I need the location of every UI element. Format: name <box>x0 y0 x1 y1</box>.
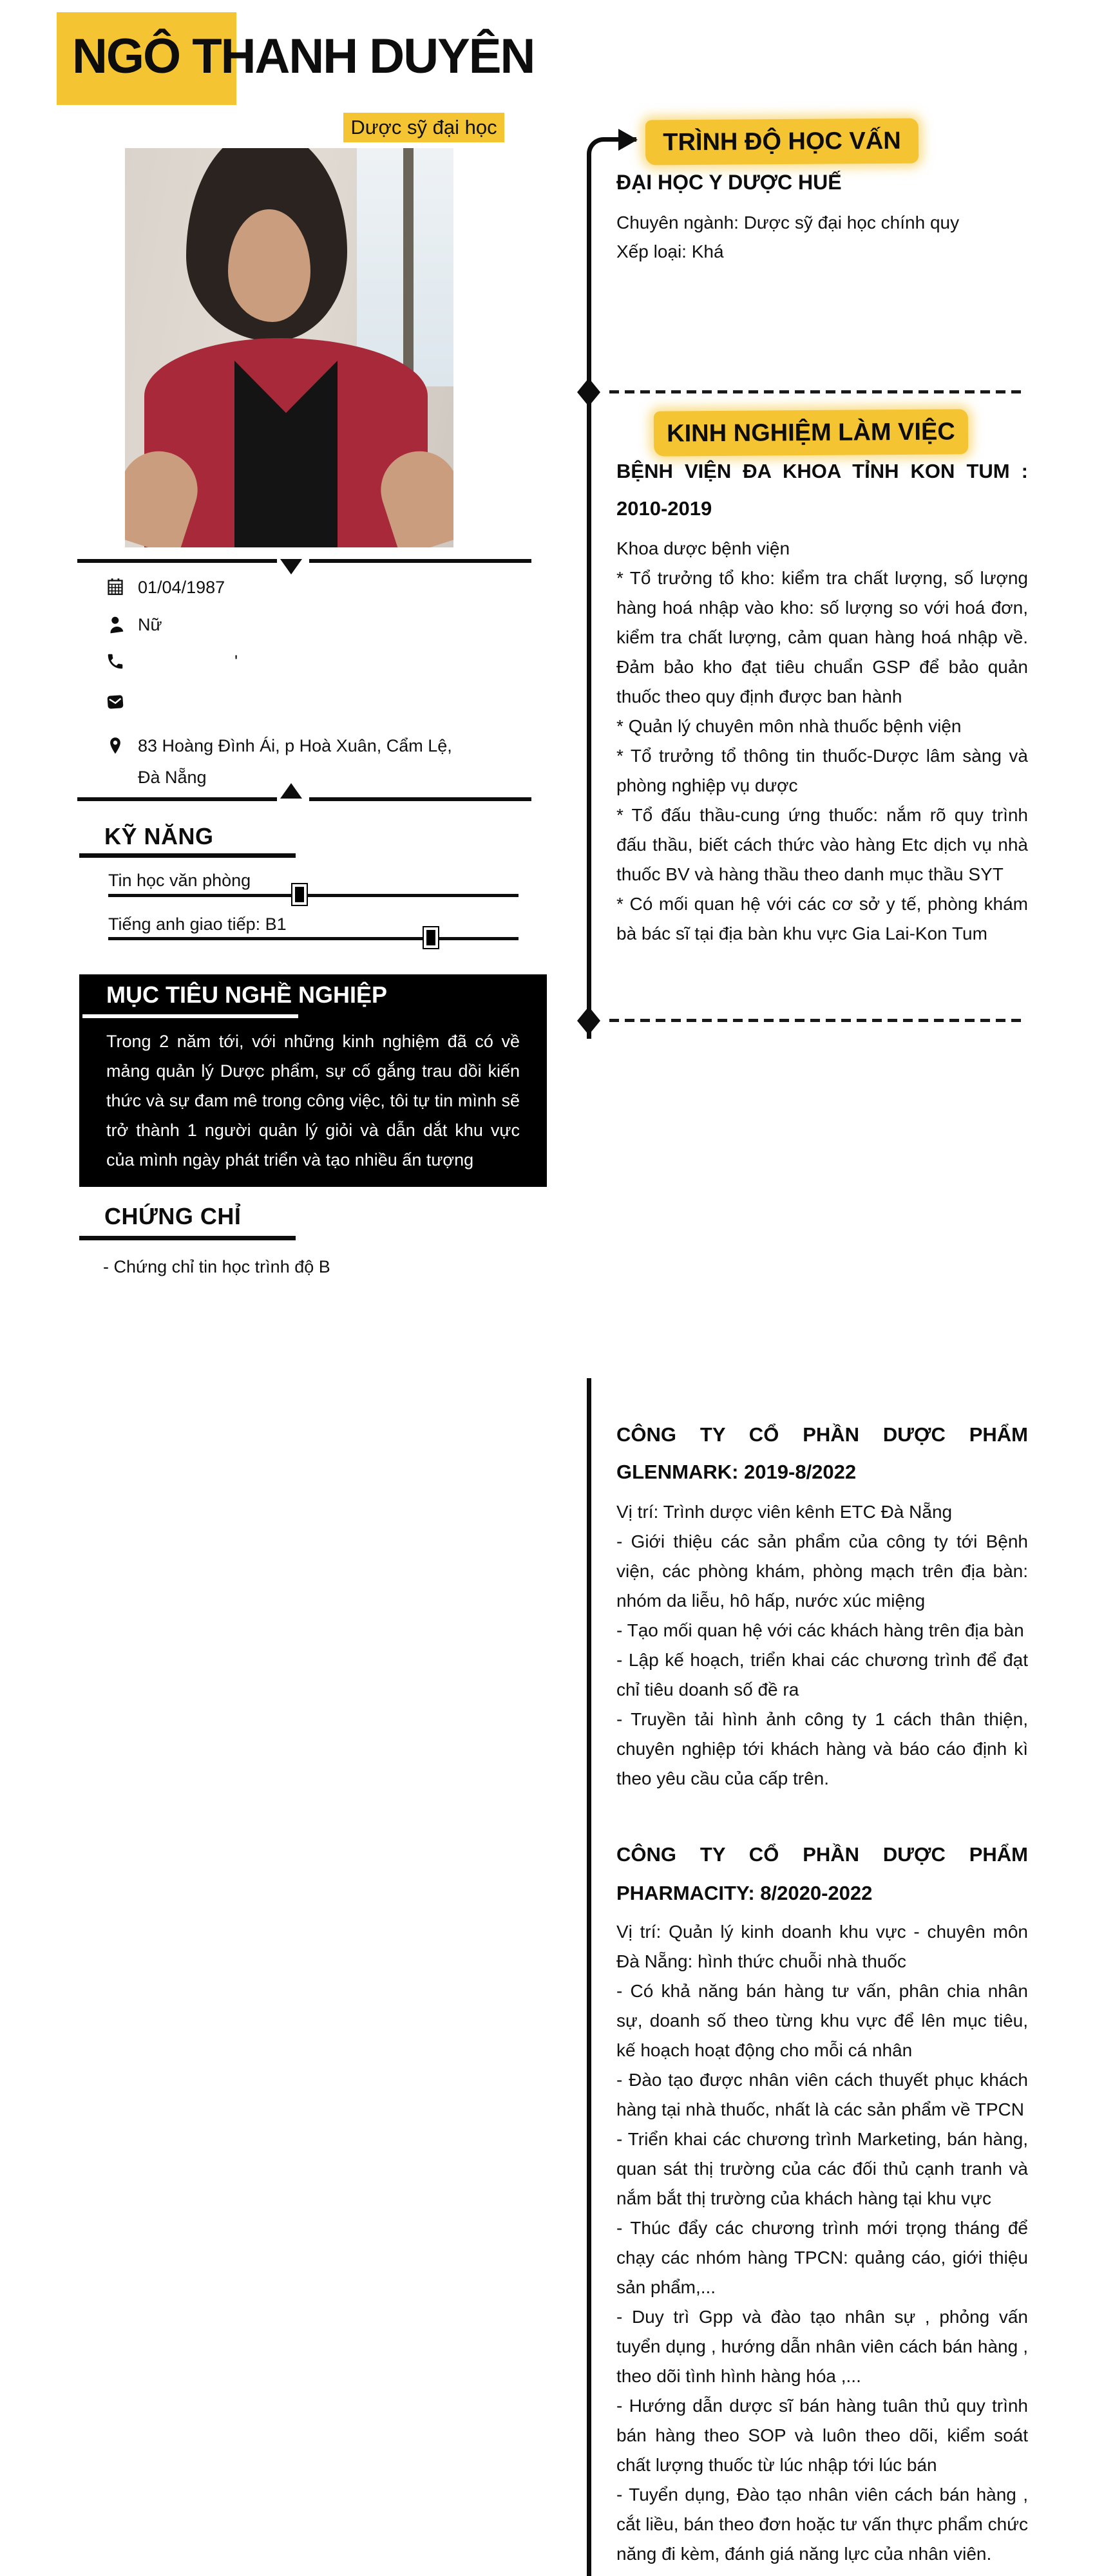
experience-heading-highlight <box>654 409 968 456</box>
mail-icon <box>106 692 128 712</box>
timeline-dash-2 <box>609 1019 1024 1022</box>
job-2-paragraph: - Có khả năng bán hàng tư vấn, phân chia nhân sự, doanh số theo từng khu vực để lên mục tiêu, kế hoạch hoạt động cho mỗi cá nhân <box>616 1981 1028 2060</box>
job-1-paragraph: - Giới thiệu các sản phẩm của công ty tới Bệnh viện, các phòng khám, phòng mạch trên địa bàn: nhóm da liễu, hô hấp, nước xúc miệng <box>616 1531 1028 1611</box>
job-2-paragraph: - Đào tạo được nhân viên cách thuyết phục khách hàng tại nhà thuốc, nhất là các sản phẩm về TPCN <box>616 2070 1028 2119</box>
job-0-paragraph: * Tổ đấu thầu-cung ứng thuốc: nắm rõ quy trình đấu thầu, biết cách thức vào hàng Etc dịch vụ nhà thuốc BV và hàng thầu theo danh mục thầu SYT <box>616 805 1028 884</box>
timeline-line-bottom <box>587 1378 591 2576</box>
job-2-paragraph: - Duy trì Gpp và đào tạo nhân sự , phỏng vấn tuyển dụng , hướng dẫn nhân viên cách bán hàng , theo dõi tình hình hàng hóa ,... <box>616 2307 1028 2386</box>
skill-slider-0 <box>108 894 519 897</box>
job-2-heading: CÔNG TY CỔ PHẦN DƯỢC PHẨM PHARMACITY: 8/2020-2022 <box>616 1843 1028 1904</box>
job-0-heading: BỆNH VIỆN ĐA KHOA TỈNH KON TUM : 2010-2019 <box>616 460 1028 520</box>
skill-label-0: Tin học văn phòng <box>108 871 251 890</box>
job-2-paragraph: - Triển khai các chương trình Marketing, bán hàng, quan sát thị trường của các đối thủ cạnh tranh và nắm bắt thị trường của khách hàng tại khu vực <box>616 2129 1028 2208</box>
contact-divider-bottom-right <box>309 797 531 801</box>
certificate-item: - Chứng chỉ tin học trình độ B <box>103 1257 330 1276</box>
certificates-heading: CHỨNG CHỈ <box>104 1203 242 1229</box>
job-0-paragraph: * Tổ trưởng tổ thông tin thuốc-Dược lâm sàng và phòng nghiệp vụ dược <box>616 746 1028 795</box>
birthdate-value: 01/04/1987 <box>138 577 225 597</box>
certificates-heading-rule <box>79 1236 296 1240</box>
contact-row-birthdate <box>106 576 531 598</box>
experience-heading: KINH NGHIỆM LÀM VIỆC <box>667 417 955 448</box>
education-school: ĐẠI HỌC Y DƯỢC HUẾ <box>616 171 842 194</box>
skill-slider-1 <box>108 937 519 940</box>
job-1-body <box>616 1497 1028 1794</box>
contact-row-email <box>106 691 531 713</box>
contact-divider-top-left <box>77 559 277 563</box>
job-1-paragraph: - Truyền tải hình ảnh công ty 1 cách thân thiện, chuyên nghiệp tới khách hàng và báo cáo định kì theo yêu cầu của cấp trên. <box>616 1709 1028 1788</box>
address-line2: Đà Nẵng <box>138 768 207 787</box>
job-1-paragraph: - Tạo mối quan hệ với các khách hàng trên địa bàn <box>616 1620 1024 1640</box>
phone-redacted-mark: ' <box>234 651 238 671</box>
calendar-icon <box>106 578 128 597</box>
job-0-paragraph: * Có mối quan hệ với các cơ sở y tế, phòng khám bà bác sĩ tại địa bàn khu vực Gia Lai-Kon Tum <box>616 894 1028 943</box>
address-line1: 83 Hoàng Đình Ái, p Hoà Xuân, Cẩm Lệ, <box>138 735 452 755</box>
skills-heading: KỸ NĂNG <box>104 823 214 849</box>
job-2-paragraph: Vị trí: Quản lý kinh doanh khu vực - chuyên môn Đà Nẵng: hình thức chuỗi nhà thuốc <box>616 1922 1028 1971</box>
objective-text: Trong 2 năm tới, với những kinh nghiệm đã có về mảng quản lý Dược phẩm, sự cố gắng trau dồi kiến thức và sự đam mê trong công việc, tôi tự tin mình sẽ trở thành 1 người quản lý giỏi và dẫn dắt khu vực của mình ngày phát triển và tạo nhiều ấn tượng <box>106 1032 520 1170</box>
education-major: Chuyên ngành: Dược sỹ đại học chính quy <box>616 213 960 232</box>
job-2-paragraph: - Hướng dẫn dược sĩ bán hàng tuân thủ quy trình bán hàng theo SOP và luôn theo dõi, kiểm soát chất lượng thuốc từ lúc nhập tới lúc bán <box>616 2396 1028 2475</box>
location-pin-icon <box>106 736 128 755</box>
contact-divider-bottom-left <box>77 797 277 801</box>
timeline-line-top <box>587 155 591 1039</box>
job-title-text: Dược sỹ đại học <box>350 116 497 138</box>
skill-slider-handle-1 <box>424 927 438 948</box>
job-0-body <box>616 534 1028 949</box>
job-0-paragraph: * Quản lý chuyên môn nhà thuốc bệnh viện <box>616 716 962 736</box>
job-1-paragraph: - Lập kế hoạch, triển khai các chương trình để đạt chỉ tiêu doanh số đề ra <box>616 1650 1028 1700</box>
timeline-diamond-2 <box>577 1007 600 1035</box>
job-1-paragraph: Vị trí: Trình dược viên kênh ETC Đà Nẵng <box>616 1502 953 1522</box>
timeline-arrowhead-icon <box>618 129 638 151</box>
contact-divider-top-right <box>309 559 531 563</box>
objective-heading: MỤC TIÊU NGHỀ NGHIỆP <box>106 981 388 1008</box>
job-1-heading: CÔNG TY CỔ PHẦN DƯỢC PHẨM GLENMARK: 2019-8/2022 <box>616 1423 1028 1483</box>
timeline-dash-1 <box>609 390 1024 393</box>
gender-value: Nữ <box>138 614 162 634</box>
job-title-badge <box>343 113 504 142</box>
job-2-paragraph: - Tuyển dụng, Đào tạo nhân viên cách bán hàng , cắt liều, bán theo đơn hoặc tư vấn thực phẩm chức năng đi kèm, đánh giá năng lực của nhân viên. <box>616 2485 1028 2564</box>
timeline-diamond-1 <box>577 378 600 406</box>
job-0-paragraph: Khoa dược bệnh viện <box>616 538 790 558</box>
job-0-paragraph: * Tổ trưởng tổ kho: kiểm tra chất lượng, số lượng hàng hoá nhập vào kho: số lượng so với hoá đơn, kiểm tra chất lượng, cảm quan hàng hoá nhập về. Đảm bảo kho đạt tiêu chuẩn GSP để bảo quản thuốc theo quy định được ban hành <box>616 568 1028 706</box>
contact-row-phone <box>106 650 531 672</box>
candidate-name: NGÔ THANH DUYÊN <box>72 29 535 84</box>
person-icon <box>106 615 128 634</box>
profile-photo <box>125 148 453 547</box>
education-heading-highlight <box>645 118 919 166</box>
skill-slider-handle-0 <box>292 884 307 905</box>
photo-window-frame <box>403 148 414 386</box>
education-grade: Xếp loại: Khá <box>616 242 724 261</box>
phone-icon <box>106 652 128 671</box>
divider-triangle-up-icon <box>280 783 302 799</box>
education-heading: TRÌNH ĐỘ HỌC VẤN <box>663 127 901 156</box>
job-2-paragraph: - Thúc đẩy các chương trình mới trọng tháng để chạy các nhóm hàng TPCN: quảng cáo, giới thiệu sản phẩm,... <box>616 2218 1028 2297</box>
skill-label-1: Tiếng anh giao tiếp: B1 <box>108 914 287 934</box>
divider-triangle-down-icon <box>280 559 302 574</box>
objective-heading-rule <box>82 1014 298 1018</box>
skills-heading-rule <box>79 853 296 858</box>
contact-row-gender <box>106 614 531 636</box>
contact-row-address <box>106 735 531 757</box>
job-2-body <box>616 1917 1028 2569</box>
